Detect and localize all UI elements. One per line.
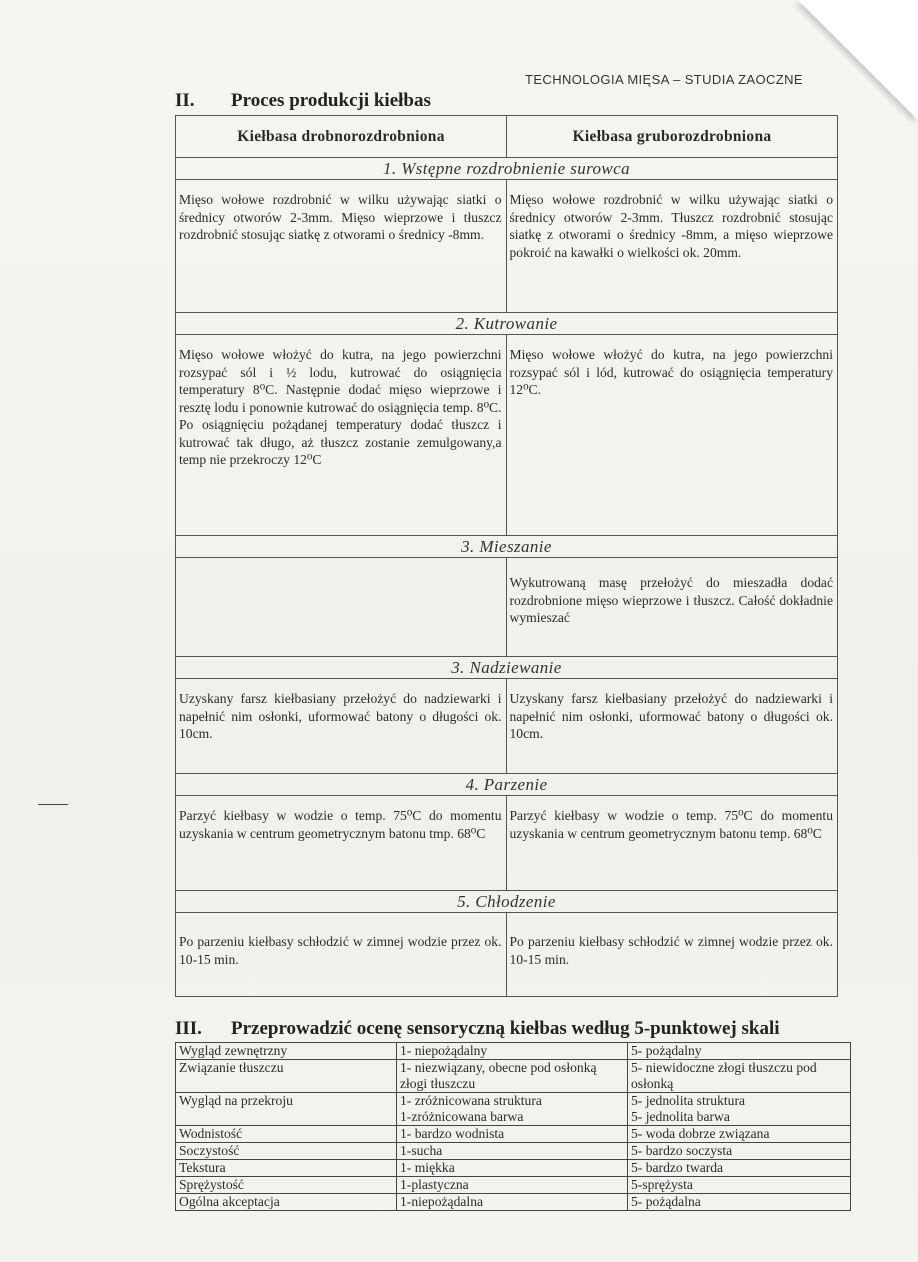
attribute-name: Wygląd zewnętrzny bbox=[176, 1043, 397, 1060]
step-title: 1. Wstępne rozdrobnienie surowca bbox=[176, 158, 837, 180]
step-text-coarse: Po parzeniu kiełbasy schłodzić w zimnej wodzie przez ok. 10-15 min. bbox=[509, 934, 833, 967]
step-text-fine: Mięso wołowe włożyć do kutra, na jego powierzchni rozsypać sól i ½ lodu, kutrować do osiągnięcia temperatury 8⁰C. Następnie dodać mięso wieprzowe i resztę lodu i ponownie kutrować do osiągnięcia temp. 8⁰C. Po osiągnięciu pożądanej temperatury dodać tłuszcz i kutrować tak długo, aż tłuszcz zostanie zemulgowany,a temp nie przekroczy 12⁰C bbox=[176, 335, 507, 535]
step-text-coarse: Wykutrowaną masę przełożyć do mieszadła dodać rozdrobnione mięso wieprzowe i tłuszcz. Całość dokładnie wymieszać bbox=[509, 575, 833, 625]
score-5-description: 5-sprężysta bbox=[628, 1177, 851, 1194]
folded-page-corner bbox=[798, 0, 918, 120]
table-row bbox=[176, 1126, 851, 1143]
sensory-table bbox=[175, 1042, 851, 1211]
section-three-number: III. bbox=[175, 1018, 202, 1039]
table-row bbox=[176, 1194, 851, 1211]
table-row bbox=[176, 1043, 851, 1060]
section-two-title: Proces produkcji kiełbas bbox=[231, 90, 431, 111]
table-row bbox=[176, 1093, 851, 1126]
column-header-fine: Kiełbasa drobnorozdrobniona bbox=[176, 116, 507, 157]
step-title: 3. Mieszanie bbox=[176, 536, 837, 558]
section-three-title: Przeprowadzić ocenę sensoryczną kiełbas według 5-punktowej skali bbox=[231, 1018, 780, 1039]
step-title: 5. Chłodzenie bbox=[176, 891, 837, 913]
score-1-description: 1- niezwiązany, obecne pod osłonką złogi tłuszczu bbox=[397, 1060, 628, 1093]
step-row bbox=[176, 335, 837, 536]
score-1-description: 1-plastyczna bbox=[397, 1177, 628, 1194]
score-1-description: 1-niepożądalna bbox=[397, 1194, 628, 1211]
score-1-description: 1- niepożądalny bbox=[397, 1043, 628, 1060]
step-row bbox=[176, 796, 837, 891]
step-row bbox=[176, 180, 837, 313]
score-5-description: 5- pożądalny bbox=[628, 1043, 851, 1060]
section-two-heading bbox=[175, 90, 431, 112]
step-row bbox=[176, 679, 837, 774]
table-row bbox=[176, 1143, 851, 1160]
attribute-name: Tekstura bbox=[176, 1160, 397, 1177]
process-table-header bbox=[176, 116, 837, 158]
step-row bbox=[176, 913, 837, 997]
attribute-name: Wodnistość bbox=[176, 1126, 397, 1143]
table-row bbox=[176, 1160, 851, 1177]
score-5-description: 5- bardzo soczysta bbox=[628, 1143, 851, 1160]
table-row bbox=[176, 1177, 851, 1194]
table-row bbox=[176, 1060, 851, 1093]
process-table bbox=[175, 115, 838, 997]
score-5-description: 5- bardzo twarda bbox=[628, 1160, 851, 1177]
attribute-name: Sprężystość bbox=[176, 1177, 397, 1194]
step-text-coarse: Mięso wołowe rozdrobnić w wilku używając siatki o średnicy otworów 2-3mm. Tłuszcz rozdrobnić stosując siatkę z otworami o średnicy -8mm, a mięso wieprzowe pokroić na kawałki o wielkości ok. 20mm. bbox=[509, 192, 833, 260]
score-1-description: 1- bardzo wodnista bbox=[397, 1126, 628, 1143]
running-head: TECHNOLOGIA MIĘSA – STUDIA ZAOCZNE bbox=[525, 72, 803, 87]
column-header-coarse: Kiełbasa gruborozdrobniona bbox=[572, 127, 772, 145]
score-5-description: 5- pożądalna bbox=[628, 1194, 851, 1211]
step-text-coarse: Uzyskany farsz kiełbasiany przełożyć do nadziewarki i napełnić nim osłonki, uformować batony o długości ok. 10cm. bbox=[509, 691, 833, 741]
step-text-fine bbox=[176, 558, 507, 656]
score-5-description: 5- woda dobrze związana bbox=[628, 1126, 851, 1143]
sensory-table-body bbox=[176, 1043, 851, 1211]
step-title: 2. Kutrowanie bbox=[176, 313, 837, 335]
step-text-fine: Parzyć kiełbasy w wodzie o temp. 75⁰C do momentu uzyskania w centrum geometrycznym batonu tmp. 68⁰C bbox=[176, 796, 507, 890]
step-text-coarse: Parzyć kiełbasy w wodzie o temp. 75⁰C do momentu uzyskania w centrum geometrycznym batonu temp. 68⁰C bbox=[509, 808, 833, 841]
attribute-name: Soczystość bbox=[176, 1143, 397, 1160]
attribute-name: Ogólna akceptacja bbox=[176, 1194, 397, 1211]
score-1-description: 1- miękka bbox=[397, 1160, 628, 1177]
score-5-description: 5- jednolita struktura 5- jednolita barwa bbox=[628, 1093, 851, 1126]
attribute-name: Związanie tłuszczu bbox=[176, 1060, 397, 1093]
score-1-description: 1-sucha bbox=[397, 1143, 628, 1160]
score-5-description: 5- niewidoczne złogi tłuszczu pod osłonką bbox=[628, 1060, 851, 1093]
step-text-fine: Po parzeniu kiełbasy schłodzić w zimnej wodzie przez ok. 10-15 min. bbox=[176, 913, 507, 997]
margin-mark bbox=[38, 804, 68, 805]
section-two-number: II. bbox=[175, 90, 195, 111]
section-three-heading bbox=[175, 1018, 780, 1040]
step-text-coarse: Mięso wołowe włożyć do kutra, na jego powierzchni rozsypać sól i lód, kutrować do osiągnięcia temperatury 12⁰C. bbox=[509, 347, 833, 397]
score-1-description: 1- zróżnicowana struktura 1-zróżnicowana barwa bbox=[397, 1093, 628, 1126]
step-title: 4. Parzenie bbox=[176, 774, 837, 796]
step-text-fine: Mięso wołowe rozdrobnić w wilku używając siatki o średnicy otworów 2-3mm. Mięso wieprzowe i tłuszcz rozdrobnić stosując siatkę z otworami o średnicy -8mm. bbox=[176, 180, 507, 312]
step-row bbox=[176, 558, 837, 657]
attribute-name: Wygląd na przekroju bbox=[176, 1093, 397, 1126]
step-text-fine: Uzyskany farsz kiełbasiany przełożyć do nadziewarki i napełnić nim osłonki, uformować batony o długości ok. 10cm. bbox=[176, 679, 507, 773]
step-title: 3. Nadziewanie bbox=[176, 657, 837, 679]
